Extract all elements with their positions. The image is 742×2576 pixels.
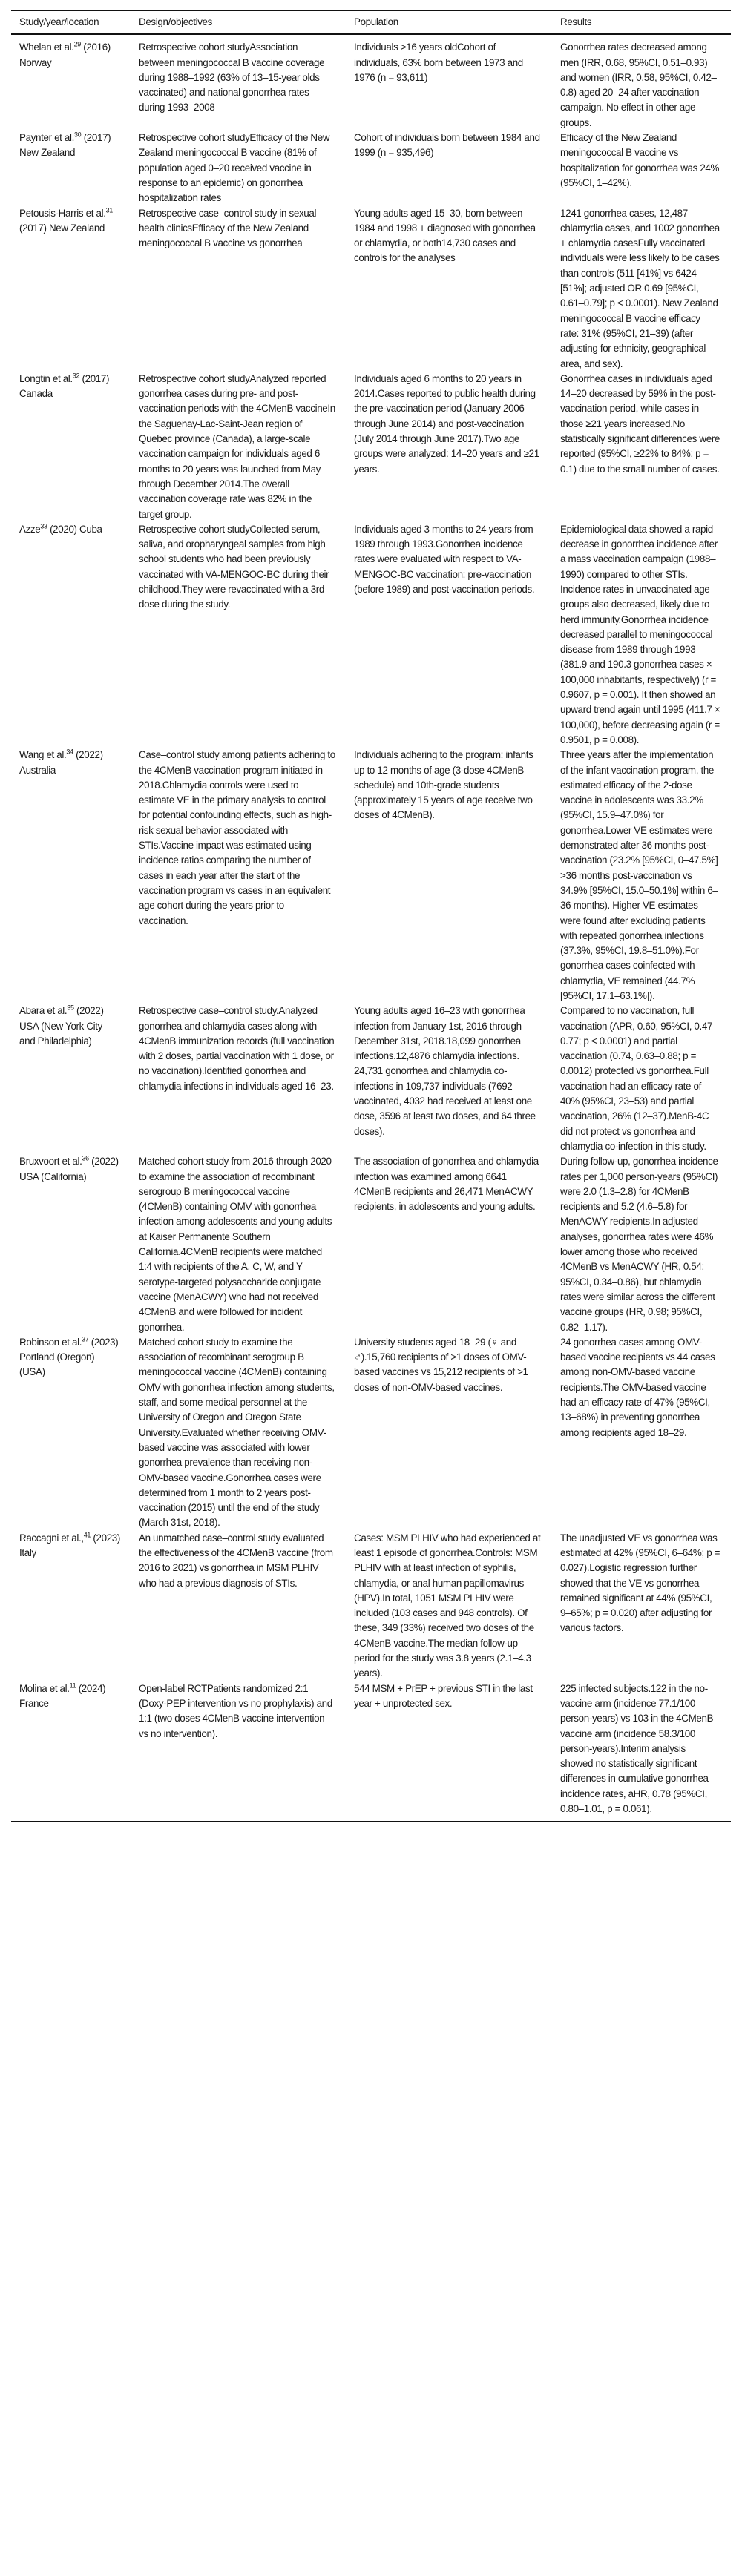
results-cell: 1241 gonorrhea cases, 12,487 chlamydia cases, and 1002 gonorrhea + chlamydia casesFully vaccinated individuals were less likely to be cases than controls (511 [41%] vs 6424 [51%]; adjusted OR 0.69 [95%CI, 0.61–0.79]; p < 0.0001). New Zealand meningococcal B vaccine efficacy rate: 31% (95%CI, 21–39) (after adjusting for ethnicity, geographical area, and sex). <box>560 207 720 369</box>
study-citation <box>19 132 111 158</box>
study-author: Paynter et al. <box>19 132 74 144</box>
study-cell <box>11 1681 131 1822</box>
design-cell: Matched cohort study to examine the association of recombinant serogroup B meningococcal vaccine (4CMenB) containing OMV with gonorrhea infection among students, staff, and some medical personnel at the University of Oregon and Oregon State University.Evaluated whether receiving OMV-based vaccine was associated with lower gonorrhea prevalence than receiving non-OMV-based vaccine.Gonorrhea cases were determined from 1 month to 2 years post-vaccination (2015) until the end of the study (March 31st, 2018). <box>139 1336 335 1529</box>
study-author: Bruxvoort et al. <box>19 1156 82 1167</box>
study-cell <box>11 748 131 1004</box>
study-cell <box>11 372 131 522</box>
population-cell: The association of gonorrhea and chlamydia infection was examined among 6641 4CMenB recipients and 26,471 MenACWY recipients, in adolescents and young adults. <box>354 1156 539 1213</box>
table-row <box>11 206 731 372</box>
reference-number: 30 <box>74 131 82 139</box>
study-author: Longtin et al. <box>19 372 73 384</box>
header-population: Population <box>354 16 398 27</box>
population-cell: Individuals adhering to the program: infants up to 12 months of age (3-dose 4CMenB schedule) and 10th-grade students (approximately 15 years of age receive two doses of 4CMenB). <box>354 749 533 821</box>
table-row <box>11 1154 731 1335</box>
reference-number: 35 <box>67 1004 74 1012</box>
study-author: Raccagni et al., <box>19 1532 84 1544</box>
results-cell: Efficacy of the New Zealand meningococcal B vaccine vs hospitalization for gonorrhea was 24% (95%CI, 1–42%). <box>560 132 720 188</box>
reference-number: 32 <box>72 372 80 380</box>
reference-number: 36 <box>82 1154 89 1162</box>
table-row <box>11 1335 731 1531</box>
study-year-location: (2022) USA (California) <box>19 1156 119 1182</box>
study-year-location: (2016) Norway <box>19 42 111 68</box>
study-citation <box>19 1532 120 1558</box>
reference-number: 29 <box>73 40 81 48</box>
study-cell <box>11 1335 131 1531</box>
study-year-location: (2017) New Zealand <box>19 132 111 159</box>
design-cell: Retrospective cohort studyEfficacy of the New Zealand meningococcal B vaccine (81% of population aged 0–20 received vaccine in response to an epidemic) on gonorrhea hospitalization rates <box>139 132 330 204</box>
study-cell <box>11 131 131 205</box>
study-year-location: (2022) Australia <box>19 749 103 776</box>
design-cell: Case–control study among patients adhering to the 4CMenB vaccination program initiated in 2018.Chlamydia controls were used to estimate VE in the primary analysis to control for potential confounding effects, such as high-risk sexual behavior associated with STIs.Vaccine impact was estimated using incidence ratios comparing the number of cases in each year after the start of the vaccination program vs cases in an equivalent age cohort during the years prior to vaccination. <box>139 749 335 926</box>
study-author: Whelan et al. <box>19 42 74 53</box>
study-year-location: (2023) Italy <box>19 1532 120 1558</box>
population-cell: Young adults aged 16–23 with gonorrhea infection from January 1st, 2016 through December 31st, 2018.18,099 gonorrhea infections.12,4876 chlamydia infections. 24,731 gonorrhea and chlamydia co-infections in 109,737 individuals (7692 vaccinated, 4032 had received at least one dose, 3596 at least two doses, and 64 three doses). <box>354 1005 536 1137</box>
population-cell: Cohort of individuals born between 1984 and 1999 (n = 935,496) <box>354 132 540 159</box>
reference-number: 33 <box>40 522 47 530</box>
design-cell: Retrospective cohort studyAssociation between meningococcal B vaccine coverage during 1988–1992 (63% of 13–15-year olds vaccinated) and national gonorrhea rates during 1993–2008 <box>139 42 325 113</box>
results-cell: Epidemiological data showed a rapid decrease in gonorrhea incidence after a mass vaccination campaign (1988–1990) compared to other STIs. Incidence rates in unvaccinated age groups also decreased, likely due to herd immunity.Gonorrhea incidence decreased parallel to meningococcal disease from 1989 through 1993 (381.9 and 190.3 gonorrhea cases × 100,000 inhabitants, respectively) (r = 0.9607, p = 0.001). It then showed an upward trend again until 1995 (411.7 × 100,000), before decreasing again (r = 0.9501, p = 0.008). <box>560 523 720 745</box>
table-row <box>11 522 731 748</box>
study-citation <box>19 524 102 535</box>
study-citation <box>19 42 111 67</box>
study-author: Molina et al. <box>19 1682 70 1694</box>
results-cell: Gonorrhea cases in individuals aged 14–20 decreased by 59% in the post-vaccination period, while cases in those ≥21 years increased.No statistically significant differences were reported (95%CI, ≥22% to 84%; p = 0.1) due to the small number of cases. <box>560 372 720 475</box>
study-author: Robinson et al. <box>19 1336 82 1348</box>
study-citation <box>19 208 113 234</box>
study-year-location: (2022) USA (New York City and Philadelphia) <box>19 1005 104 1047</box>
study-citation <box>19 1156 119 1182</box>
table-row <box>11 372 731 522</box>
population-cell: Individuals >16 years oldCohort of individuals, 63% born between 1973 and 1976 (n = 93,611) <box>354 42 523 83</box>
reference-number: 34 <box>66 748 73 756</box>
results-cell: Three years after the implementation of the infant vaccination program, the estimated efficacy of the 2-dose vaccine in adolescents was 33.2% (95%CI, 15.9–47.0%) for gonorrhea.Lower VE estimates were demonstrated after 36 months post-vaccination (23.2% [95%CI, 0–47.5%] >36 months post-vaccination vs 34.9% [95%CI, 15.0–50.1%] within 6–36 months). Higher VE estimates were found after excluding patients with repeated gonorrhea infections (37.3%, 95%CI, 19.8–51.0%).For gonorrhea cases coinfected with chlamydia, VE remained (44.7% [95%CI, 17.1–63.1%]). <box>560 749 718 1001</box>
design-cell: Retrospective case–control study in sexual health clinicsEfficacy of the New Zealand meningococcal B vaccine vs gonorrhea <box>139 207 317 249</box>
study-year-location: (2023) Portland (Oregon) (USA) <box>19 1336 119 1378</box>
study-year-location: (2020) Cuba <box>50 523 102 535</box>
study-cell <box>11 1154 131 1335</box>
study-cell <box>11 206 131 372</box>
study-author: Abara et al. <box>19 1005 68 1017</box>
reference-number: 37 <box>82 1335 89 1343</box>
studies-table <box>11 10 731 1822</box>
population-cell: Cases: MSM PLHIV who had experienced at least 1 episode of gonorrhea.Controls: MSM PLHIV with at least infection of syphilis, chlamydia, or anal human papillomavirus (HPV).In total, 1051 MSM PLHIV were included (103 cases and 948 controls). Of these, 349 (33%) received two doses of the 4CMenB vaccine.The median follow-up period for the study was 3.8 years (2.1–4.3 years). <box>354 1532 541 1679</box>
study-author: Petousis-Harris et al. <box>19 207 106 219</box>
study-cell <box>11 34 131 131</box>
study-citation <box>19 1683 105 1709</box>
table-row <box>11 34 731 131</box>
results-cell: 24 gonorrhea cases among OMV-based vaccine recipients vs 44 cases among non-OMV-based vaccine recipients.The OMV-based vaccine had an efficacy rate of 47% (95%CI, 13–68%) in preventing gonorrhea among recipients aged 18–29. <box>560 1336 715 1438</box>
study-citation <box>19 1337 118 1378</box>
study-cell <box>11 1004 131 1154</box>
study-citation <box>19 373 109 399</box>
study-cell <box>11 522 131 748</box>
population-cell: University students aged 18–29 (♀ and ♂).15,760 recipients of >1 doses of OMV-based vaccines vs 15,212 recipients of >1 doses of non-OMV-based vaccines. <box>354 1336 528 1393</box>
results-cell: The unadjusted VE vs gonorrhea was estimated at 42% (95%CI, 6–64%; p = 0.027).Logistic regression further showed that the VE vs gonorrhea remained significant at 44% (95%CI, 9–65%; p = 0.020) after adjusting for various factors. <box>560 1532 720 1634</box>
design-cell: Retrospective case–control study.Analyzed gonorrhea and chlamydia cases along with 4CMenB immunization records (full vaccination with 2 doses, partial vaccination with 1 dose, or no vaccination).Identified gonorrhea and chlamydia infections in individuals aged 16–23. <box>139 1005 335 1092</box>
design-cell: Open-label RCTPatients randomized 2:1 (Doxy-PEP intervention vs no prophylaxis) and 1:1 (two doses 4CMenB vaccine intervention vs no intervention). <box>139 1682 332 1739</box>
design-cell: Retrospective cohort studyCollected serum, saliva, and oropharyngeal samples from high school students who had been previously vaccinated with VA-MENGOC-BC during their childhood.They were revaccinated with a 3rd dose during the study. <box>139 523 329 610</box>
reference-number: 11 <box>69 1681 76 1690</box>
header-results: Results <box>560 16 592 27</box>
table-row <box>11 1004 731 1154</box>
study-author: Wang et al. <box>19 749 67 761</box>
population-cell: Individuals aged 3 months to 24 years from 1989 through 1993.Gonorrhea incidence rates were evaluated with respect to VA-MENGOC-BC vaccination: pre-vaccination (before 1989) and post-vaccination periods. <box>354 523 535 595</box>
results-cell: Compared to no vaccination, full vaccination (APR, 0.60, 95%CI, 0.47–0.77; p < 0.0001) and partial vaccination (0.74, 0.63–0.88; p = 0.0012) protected vs gonorrhea.Full vaccination had an efficacy rate of 40% (95%CI, 23–53) and partial vaccination, 26% (12–37).MenB-4C did not protect vs gonorrhea and chlamydia co-infection in this study. <box>560 1005 718 1152</box>
study-citation <box>19 749 103 775</box>
population-cell: Individuals aged 6 months to 20 years in 2014.Cases reported to public health during the pre-vaccination period (January 2006 through June 2014) and post-vaccination (July 2014 through June 2017).Two age groups were analyzed: 14–20 years and ≥21 years. <box>354 372 539 475</box>
table-row <box>11 131 731 205</box>
study-citation <box>19 1005 104 1047</box>
study-year-location: (2017) Canada <box>19 372 110 400</box>
header-design: Design/objectives <box>139 16 212 27</box>
study-cell <box>11 1531 131 1681</box>
population-cell: Young adults aged 15–30, born between 1984 and 1998 + diagnosed with gonorrhea or chlamydia, or both14,730 cases and controls for the analyses <box>354 207 536 264</box>
results-cell: During follow-up, gonorrhea incidence rates per 1,000 person-years (95%CI) were 2.0 (1.3–2.8) for 4CMenB recipients and 5.2 (4.6–5.8) for MenACWY recipients.In adjusted analyses, gonorrhea rates were 46% lower among those who received 4CMenB vs MenACWY (HR, 0.54; 95%CI, 0.34–0.86), but chlamydia rates were similar across the different vaccine groups (HR, 0.98; 95%CI, 0.82–1.17). <box>560 1156 718 1333</box>
design-cell: Matched cohort study from 2016 through 2020 to examine the association of recombinant serogroup B meningococcal vaccine (4CMenB) containing OMV with gonorrhea infection among adolescents and young adults at Kaiser Permanente Southern California.4CMenB recipients were matched 1:4 with recipients of the A, C, W, and Y serotype-targeted polysaccharide conjugate vaccine (MenACWY) who had not received 4CMenB and were followed for incident gonorrhea. <box>139 1156 332 1333</box>
design-cell: An unmatched case–control study evaluated the effectiveness of the 4CMenB vaccine (from 2016 to 2021) vs gonorrhea in MSM PLHIV who had a previous diagnosis of STIs. <box>139 1532 333 1589</box>
population-cell: 544 MSM + PrEP + previous STI in the last year + unprotected sex. <box>354 1682 533 1709</box>
header-row <box>11 11 731 35</box>
study-author: Azze <box>19 523 41 535</box>
header-study: Study/year/location <box>19 16 99 27</box>
reference-number: 41 <box>83 1531 91 1539</box>
table-header <box>11 11 731 35</box>
table-row <box>11 1681 731 1822</box>
study-year-location: (2024) France <box>19 1682 106 1709</box>
reference-number: 31 <box>105 206 113 214</box>
study-year-location: (2017) New Zealand <box>19 222 105 234</box>
results-cell: 225 infected subjects.122 in the no-vaccine arm (incidence 77.1/100 person-years) vs 103 in the 4CMenB vaccine arm (incidence 58.3/100 person-years).Interim analysis showed no statistically significant differences in cumulative gonorrhea incidence rates, aHR, 0.78 (95%CI, 0.80–1.01, p = 0.061). <box>560 1682 714 1815</box>
table-row <box>11 1531 731 1681</box>
table-row <box>11 748 731 1004</box>
table-body <box>11 34 731 1822</box>
results-cell: Gonorrhea rates decreased among men (IRR, 0.68, 95%CI, 0.51–0.93) and women (IRR, 0.58, 95%CI, 0.42–0.8) aged 20–24 after vaccination campaign. No effect in other age groups. <box>560 42 717 128</box>
design-cell: Retrospective cohort studyAnalyzed reported gonorrhea cases during pre- and post-vaccination periods with the 4CMenB vaccineIn the Saguenay-Lac-Saint-Jean region of Quebec province (Canada), a large-scale vaccination campaign for individuals aged 6 months to 20 years was launched from May through December 2014.The overall vaccination coverage rate was 82% in the target group. <box>139 372 335 520</box>
